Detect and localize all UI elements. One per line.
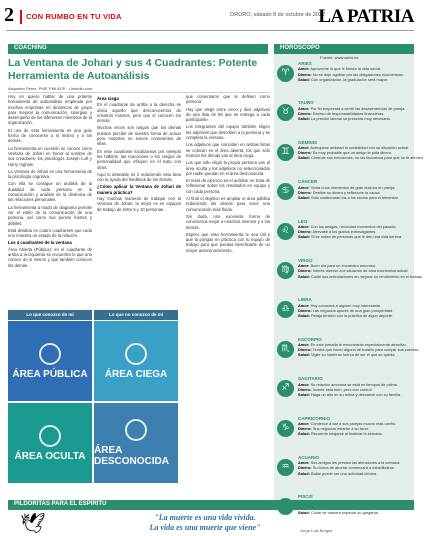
dinero-text: Destine su dinero y reflexione la causa. <box>312 189 381 195</box>
label-salud: Salud: <box>298 273 310 279</box>
subheading: Área ciega <box>97 96 119 101</box>
label-dinero: Dinero: <box>298 110 312 116</box>
salud-text: Sólo colaborarán los a los socios para el bienestar. <box>310 194 399 200</box>
page-number: 2 <box>4 4 14 26</box>
paragraph: El uso de esta herramienta es una gran forma de conocerse a sí mismo y a los demás. <box>8 127 92 144</box>
horoscope-sign <box>274 100 414 139</box>
label-salud: Salud: <box>298 194 310 200</box>
article-column-3 <box>186 94 270 449</box>
label-salud: Salud: <box>298 76 310 82</box>
sign-salud <box>298 155 424 161</box>
sign-name: ESCORPIO <box>298 336 322 342</box>
header-divider <box>20 10 22 24</box>
paragraph: Hoy en quiero hablar de una potente herramienta de autoanálisis empleada por muchas empresas en dinámicas de grupo para mejorar la comunicación, sinergias y desempeño de los diferentes miembros de la organización. <box>8 94 92 126</box>
paragraph: Al final el objetivo es ampliar el área pública reduciendo las demás para tener una comunicación más fluida. <box>186 196 270 212</box>
zodiac-icon: ♌ <box>277 223 294 240</box>
label-amor: Amor: <box>298 66 310 72</box>
salud-text: Cuide sus articulaciones en mejorar su rendimiento en el trabajo. <box>310 273 424 279</box>
dinero-text: Interés diverso a la situación de cara económica actual. <box>312 268 409 274</box>
sign-salud <box>298 77 412 82</box>
horoscope-sign <box>274 336 420 376</box>
sign-name: LIBRA <box>298 297 312 303</box>
salud-text: Controle sus emociones, no las favorezca para que no le afecten. <box>310 155 424 161</box>
paragraph: El resto de ejercicio es el análisis: se trata de reflexionar sobre los resultados en equipo y con cada persona. <box>186 178 270 194</box>
amor-text: Sus amigos les prestan las atenciones a la semana. <box>310 460 401 466</box>
article-byline: Alejandro Pérez, PMP, PMI ACP - Linkedin.com <box>8 86 270 93</box>
label-amor: Amor: <box>298 145 310 151</box>
amor-text: Hoy conocerá a alguien muy interesante. <box>310 302 382 308</box>
paragraph: La Ventana de Johari es una herramienta de la psicología cognitiva. <box>8 168 92 180</box>
paragraph: que comentaron que te definen como persona. <box>186 94 270 105</box>
label-dinero: Dinero: <box>298 189 312 195</box>
amor-text: Buen día para un encuentro amoroso. <box>310 263 377 269</box>
sign-salud <box>298 313 412 318</box>
label-dinero: Dinero: <box>298 426 312 432</box>
salud-text: Relaja tensión con la práctica de algún deporte. <box>310 312 394 318</box>
amor-text: Con los amigos, recordará momentos del pasado. <box>310 223 397 229</box>
dinero-text: Atrévase a los gustos extravagantes. <box>312 229 377 235</box>
label-dinero: Dinero: <box>298 71 312 77</box>
salud-text: Si se rodea de personas que le den una vida serena. <box>310 234 403 240</box>
paragraph: Los integrantes del equipo también eligen los adjetivos que describen a la persona y se completa la ventana. <box>186 124 270 141</box>
sign-name: CÁNCER <box>298 179 318 185</box>
paragraph: Aquí lo deseable es ir reduciendo esta área con la ayuda del feedback de los demás. <box>97 171 181 183</box>
horoscope-sign <box>274 455 414 494</box>
dinero-text: Exceso de responsabilidades financieras. <box>312 110 385 116</box>
sign-salud <box>298 116 412 121</box>
section-tag-pildoritas: PILDORITAS PARA EL ESPÍRITU <box>8 500 414 510</box>
paragraph: Muchas veces son rasgos que los demás pueden percibir de nuestra forma de actuar pero nosotros no somos conscientes de ellas. <box>97 125 181 147</box>
paragraph: Los adjetivos que coinciden en ambas listas se colocan en el área abierta; los que sólo marcan los demás van al área ciega. <box>186 142 270 158</box>
paragraph: En el cuadrante de arriba a la derecha se ubica aquello que desconocemos de nosotros mismos, pero que sí conocen los demás. <box>97 102 181 124</box>
mask-icon <box>39 425 61 447</box>
paragraph: Los que sólo eligió la propia persona van al área oculta y los adjetivos no seleccionados por nadie quedan en el área desconocida. <box>186 160 270 176</box>
amor-text: Vivirá unos momentos de gran dulzura en pareja. <box>310 184 396 190</box>
johari-window-diagram <box>8 310 178 485</box>
amor-text: Acérquese amistad la cordialidad con su situación actual. <box>310 145 410 151</box>
horoscope-sign <box>274 257 424 297</box>
horoscope-panel <box>274 44 424 515</box>
horoscope-sign <box>274 219 414 258</box>
salud-text: Bailar puede ser una actividad idónea. <box>310 470 378 476</box>
zodiac-icon: ♈ <box>277 65 294 82</box>
label-salud: Salud: <box>298 352 310 358</box>
amor-text: Aproveche lo que le brinda la vida social. <box>310 66 382 72</box>
dinero-text: Invertir está bien, pero con control. <box>312 386 373 392</box>
paragraph: En este cuadrante localizamos por ejemplo los hábitos, las reacciones o los rasgos de personalidad que influyen en el trato con otros. <box>97 148 181 170</box>
horoscope-sign <box>274 139 424 179</box>
sign-name: TAURO <box>298 100 314 106</box>
sign-name: ACUARIO <box>298 454 319 460</box>
zodiac-icon: ♉ <box>277 104 294 121</box>
section-name: CON RUMBO EN TU VIDA <box>26 12 122 21</box>
section-tag-horoscope: HORÓSCOPO <box>274 44 414 54</box>
dove-icon: 🕊 <box>20 511 46 535</box>
sign-name: CAPRICORNIO <box>298 415 331 421</box>
sign-name: ARIES <box>298 61 312 66</box>
quadrant-area-publica <box>8 321 92 401</box>
quadrant-label: ÁREA DESCONOCIDA <box>94 445 170 467</box>
sign-name: PISCIS <box>298 494 313 500</box>
label-amor: Amor: <box>298 302 310 308</box>
sign-name: VIRGO <box>298 257 313 263</box>
salud-text: Vigile su hombros fuerza de ser el que se queda. <box>310 352 396 358</box>
eye-icon <box>125 343 147 365</box>
label-salud: Salud: <box>298 470 310 476</box>
page-header <box>0 0 420 36</box>
article-column-2 <box>97 94 181 302</box>
paragraph: Con ella se consigue un análisis de la dualidad de cada persona en la comunicación y análisis de la dinámica de las relaciones personales. <box>8 181 92 203</box>
label-amor: Amor: <box>298 420 310 426</box>
zodiac-icon: ♒ <box>277 459 294 476</box>
newspaper-brand: LA PATRIA <box>318 6 414 27</box>
sign-salud <box>298 273 424 279</box>
amor-text: Su relación amorosa se está en tiempos de calma. <box>310 381 398 387</box>
sign-name: LEO <box>298 218 308 224</box>
label-amor: Amor: <box>298 342 310 348</box>
label-dinero: Dinero: <box>298 229 312 235</box>
zodiac-icon: ♍ <box>277 262 294 279</box>
label-amor: Amor: <box>298 184 310 190</box>
sign-name: GÉMINIS <box>298 139 318 145</box>
paragraph: La herramienta a modo de diagrama permite ver el estilo de la comunicación de una persona, así como sus puntos fuertes y débiles. <box>8 204 92 226</box>
paragraph: Hay muchas maneras de trabajar con la Ventana de Johari, la mejor es en equipos de trabajo de entre 5 y 10 personas. <box>97 196 181 212</box>
label-amor: Amor: <box>298 223 310 229</box>
dinero-text: Tendrá que hacer alguna de bolsillo para cumplir sus cuentas. <box>312 347 420 353</box>
people-icon <box>39 343 61 365</box>
quote-line: "La muerte es una vida vivida. <box>154 513 256 522</box>
horoscope-sign <box>274 61 414 100</box>
dinero-text: No se deje agobiar por las obligaciones económicas. <box>312 71 404 77</box>
label-amor: Amor: <box>298 381 310 387</box>
zodiac-icon: ♎ <box>277 301 294 318</box>
subheading: ¿Cómo aplicar la Ventana de Johari de manera práctica? <box>97 184 181 195</box>
label-dinero: Dinero: <box>298 386 312 392</box>
sign-salud <box>298 352 412 357</box>
quadrant-label: ÁREA OCULTA <box>14 450 86 462</box>
header-rule <box>6 30 414 31</box>
label-salud: Salud: <box>298 509 310 515</box>
zodiac-icon: ♋ <box>277 183 294 200</box>
horoscope-signs-list <box>274 61 424 534</box>
sign-salud <box>298 471 412 476</box>
sign-salud <box>298 431 412 436</box>
paragraph: Área Abierta (Pública): en el cuadrante de arriba a la izquierda se encuentra lo que uno conoce de sí mismo y que también conocen los demás. <box>8 246 92 268</box>
label-amor: Amor: <box>298 460 310 466</box>
label-amor: Amor: <box>298 263 310 269</box>
horoscope-sign <box>274 376 414 415</box>
salud-text: La presión laboral se presenta muy necesaria. <box>310 115 391 121</box>
dateline: ORURO, sábado 8 de octubre de 2022 <box>230 12 326 18</box>
quadrant-label: ÁREA PÚBLICA <box>12 368 88 380</box>
zodiac-icon: ♏ <box>277 341 294 358</box>
horoscope-sign <box>274 297 414 336</box>
zodiac-icon: ♊ <box>277 144 294 161</box>
dinero-text: Las negocios apunte de una gran prosperidad. <box>312 307 394 313</box>
paragraph: Hay que elegir entre cinco y diez adjetivos de una lista de 56 que se entrega a cada participante. <box>186 106 270 123</box>
sign-salud <box>298 392 412 397</box>
quadrant-label: ÁREA CIEGA <box>104 368 168 380</box>
salud-text: Recuerde relajarse al finalizar la semana. <box>310 431 383 437</box>
article-title: La Ventana de Johari y sus 4 Cuadrantes: Potente Herramienta de Autoanálisis <box>8 57 258 82</box>
label-dinero: Dinero: <box>298 347 312 353</box>
quote-author: Jorge Luis Borges <box>300 528 333 533</box>
question-icon <box>125 419 147 441</box>
amor-text: Comience a dar a sus parejas mucho más cariño. <box>310 420 397 426</box>
sign-salud <box>298 234 412 239</box>
dinero-text: Es muy probable que un amigo le pida dinero. <box>312 150 393 156</box>
paragraph: Espero que esta herramienta te sea útil y que la pongas en práctica con tu equipo de trabajo para que puedas beneficiarte de un mayor autoconocimiento. <box>186 231 270 253</box>
quadrant-area-oculta <box>8 403 92 483</box>
label-salud: Salud: <box>298 115 310 121</box>
salud-text: Con organización, la graduación será mayor. <box>310 76 389 82</box>
label-salud: Salud: <box>298 312 310 318</box>
label-dinero: Dinero: <box>298 268 312 274</box>
label-salud: Salud: <box>298 391 310 397</box>
section-tag-coaching: COACHING <box>8 44 268 54</box>
horoscope-sign <box>274 416 414 455</box>
salud-text: Haga un alto en su rutina y descanse con su familia. <box>310 391 402 397</box>
sign-name: SAGITARIO <box>298 376 323 382</box>
label-salud: Salud: <box>298 155 310 161</box>
window-head-known: Lo que conozco de mí <box>8 310 92 320</box>
window-head-unknown: Lo que no conozco de mí <box>94 310 178 320</box>
dinero-text: Su forma de ahorrar comenzará a estabilizarse. <box>312 465 395 471</box>
label-dinero: Dinero: <box>298 465 312 471</box>
horoscope-source: Fuente: www.astro.es <box>320 55 359 60</box>
label-amor: Amor: <box>298 105 310 111</box>
amor-text: En este jornada le encontrarán especialmente atractivo. <box>310 342 407 348</box>
label-salud: Salud: <box>298 431 310 437</box>
salud-text: Cuide de manera especial su garganta. <box>310 509 379 515</box>
dinero-text: Sus negocios estarán a su favor. <box>312 426 370 432</box>
label-salud: Salud: <box>298 234 310 240</box>
label-dinero: Dinero: <box>298 150 312 156</box>
amor-text: Por fin empezará a sentir las desavenencias de pareja. <box>310 105 406 111</box>
paragraph: La herramienta en cuestión se conoce como Ventana de Johari en honor al nombre de sus creadores, los psicólogos Joseph Luft y Harry Ingham. <box>8 145 92 167</box>
quadrant-area-ciega <box>94 321 178 401</box>
article-column-1 <box>8 94 92 310</box>
zodiac-icon: ♑ <box>277 420 294 437</box>
quadrant-area-desconocida <box>94 403 178 483</box>
paragraph: Está dividida en cuatro cuadrantes que cada uno muestra un estado de la relación. <box>8 227 92 239</box>
sign-salud <box>298 195 412 200</box>
paragraph: Sin duda, una excelente forma de conocernos mejor a nosotros mismos y a los demás. <box>186 213 270 230</box>
horoscope-sign <box>274 179 414 218</box>
quote-line: La vida es una muerte que viene" <box>149 523 261 532</box>
label-dinero: Dinero: <box>298 307 312 313</box>
zodiac-icon: ♐ <box>277 380 294 397</box>
subheading: Los 4 cuadrantes de la ventana <box>8 240 72 246</box>
